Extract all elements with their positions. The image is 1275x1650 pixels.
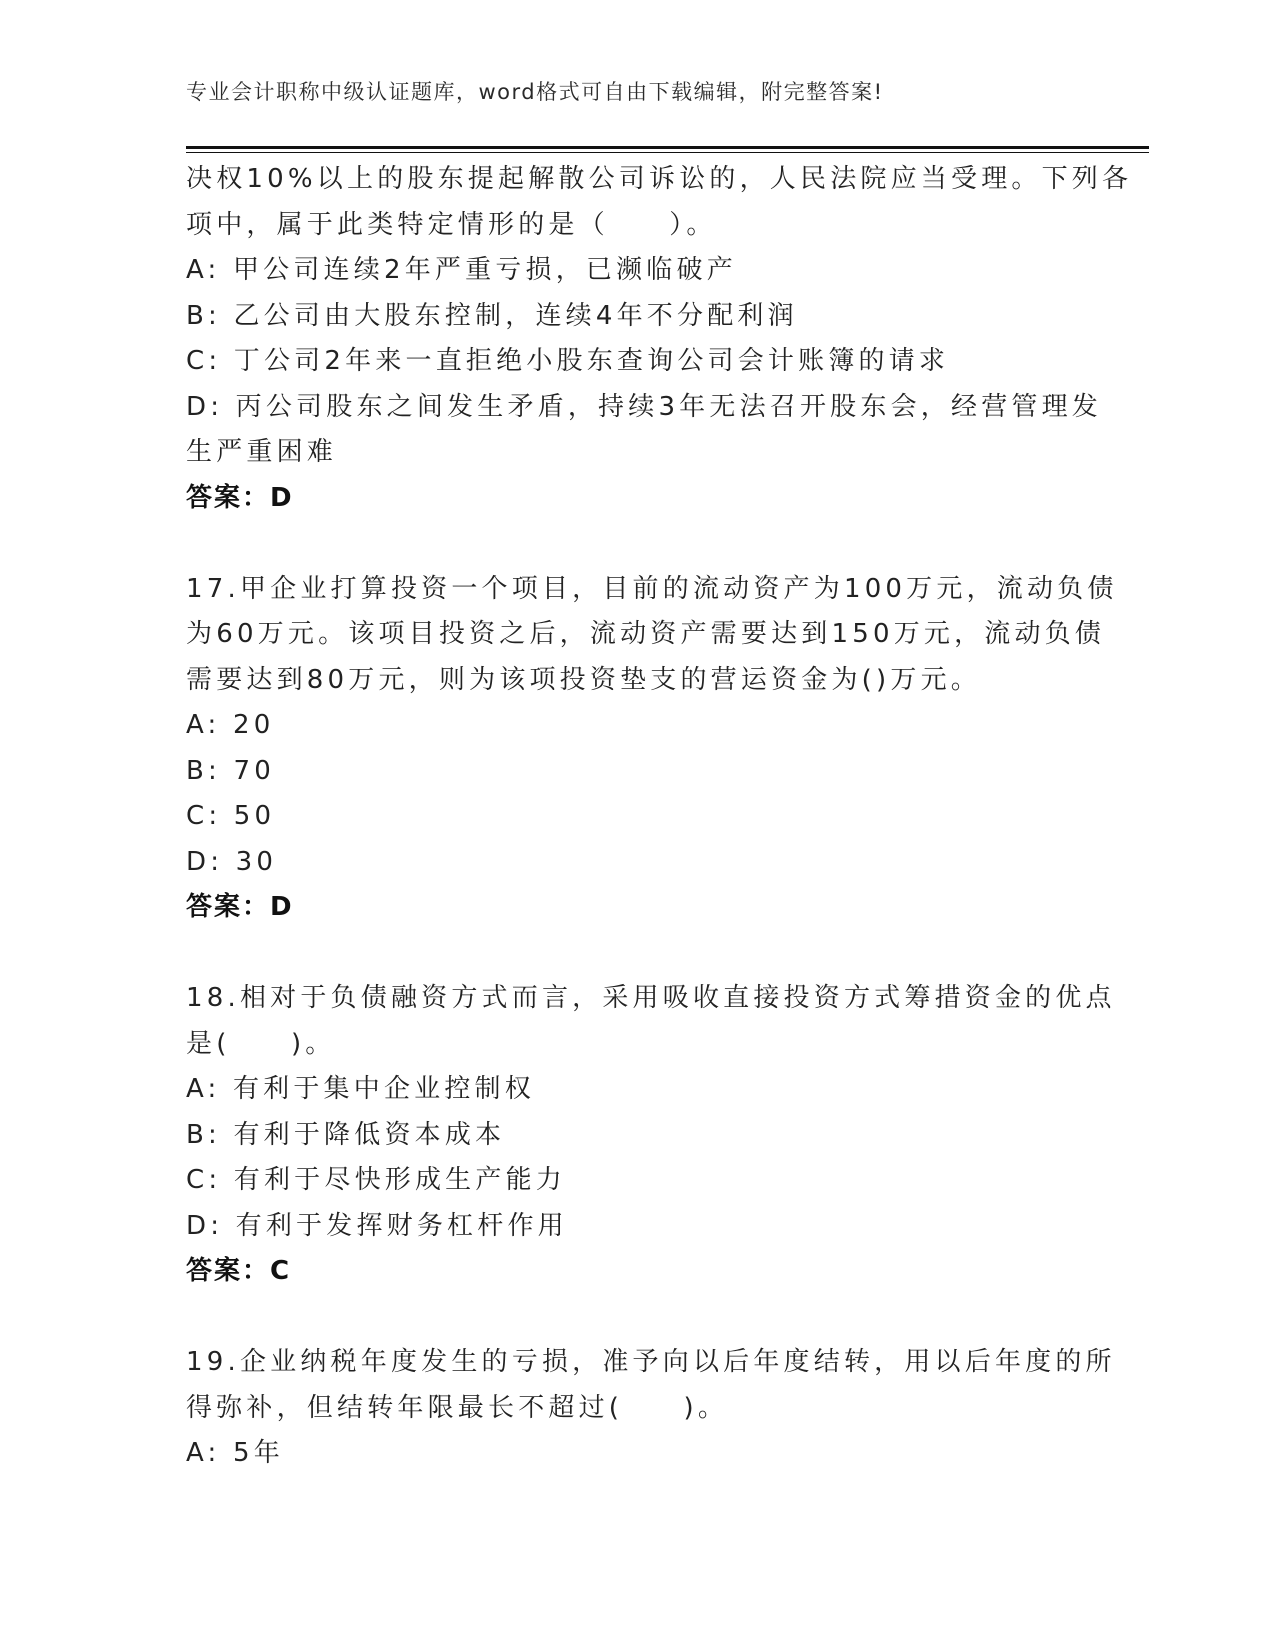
question-gap — [186, 1295, 1086, 1341]
option-a: A: 甲公司连续2年严重亏损，已濒临破产 — [186, 255, 737, 285]
option-d-continued: 生严重困难 — [186, 437, 338, 467]
option-b: B: 有利于降低资本成本 — [186, 1119, 506, 1150]
question-19 — [186, 1340, 1116, 1477]
question-stem: 项中，属于此类特定情形的是（ ）。 — [186, 209, 717, 240]
question-stem: 得弥补，但结转年限最长不超过( )。 — [186, 1392, 729, 1423]
question-stem: 18.相对于负债融资方式而言，采用吸收直接投资方式筹措资金的优点 — [186, 983, 1116, 1013]
question-gap — [186, 931, 1086, 977]
option-c: C: 丁公司2年来一直拒绝小股东查询公司会计账簿的请求 — [186, 346, 950, 376]
option-c: C: 50 — [186, 801, 276, 831]
question-stem: 19.企业纳税年度发生的亏损，准予向以后年度结转，用以后年度的所 — [186, 1347, 1116, 1377]
option-d: D: 30 — [186, 846, 278, 877]
option-a: A: 20 — [186, 710, 275, 740]
answer: 答案：C — [186, 1256, 292, 1286]
header-rule-thin — [186, 152, 1149, 153]
question-stem: 是( )。 — [186, 1028, 336, 1059]
option-c: C: 有利于尽快形成生产能力 — [186, 1165, 566, 1195]
question-stem: 决权10%以上的股东提起解散公司诉讼的，人民法院应当受理。下列各 — [186, 164, 1133, 194]
question-gap — [186, 521, 1086, 567]
header-rule-thick — [186, 146, 1149, 149]
option-b: B: 70 — [186, 755, 275, 786]
answer: 答案：D — [186, 892, 294, 922]
question-stem: 需要达到80万元，则为该项投资垫支的营运资金为()万元。 — [186, 664, 981, 695]
page-header: 专业会计职称中级认证题库，word格式可自由下载编辑，附完整答案! — [186, 80, 884, 104]
question-17 — [186, 567, 1118, 931]
question-content — [186, 157, 1133, 1477]
question-16 — [186, 157, 1133, 521]
option-a: A: 有利于集中企业控制权 — [186, 1074, 535, 1104]
option-d: D: 丙公司股东之间发生矛盾，持续3年无法召开股东会，经营管理发 — [186, 391, 1102, 422]
option-a: A: 5年 — [186, 1438, 284, 1468]
question-18 — [186, 976, 1116, 1295]
answer: 答案：D — [186, 482, 294, 513]
option-b: B: 乙公司由大股东控制，连续4年不分配利润 — [186, 300, 798, 331]
question-stem: 为60万元。该项目投资之后，流动资产需要达到150万元，流动负债 — [186, 619, 1106, 649]
option-d: D: 有利于发挥财务杠杆作用 — [186, 1210, 568, 1241]
question-stem: 17.甲企业打算投资一个项目，目前的流动资产为100万元，流动负债 — [186, 573, 1118, 604]
